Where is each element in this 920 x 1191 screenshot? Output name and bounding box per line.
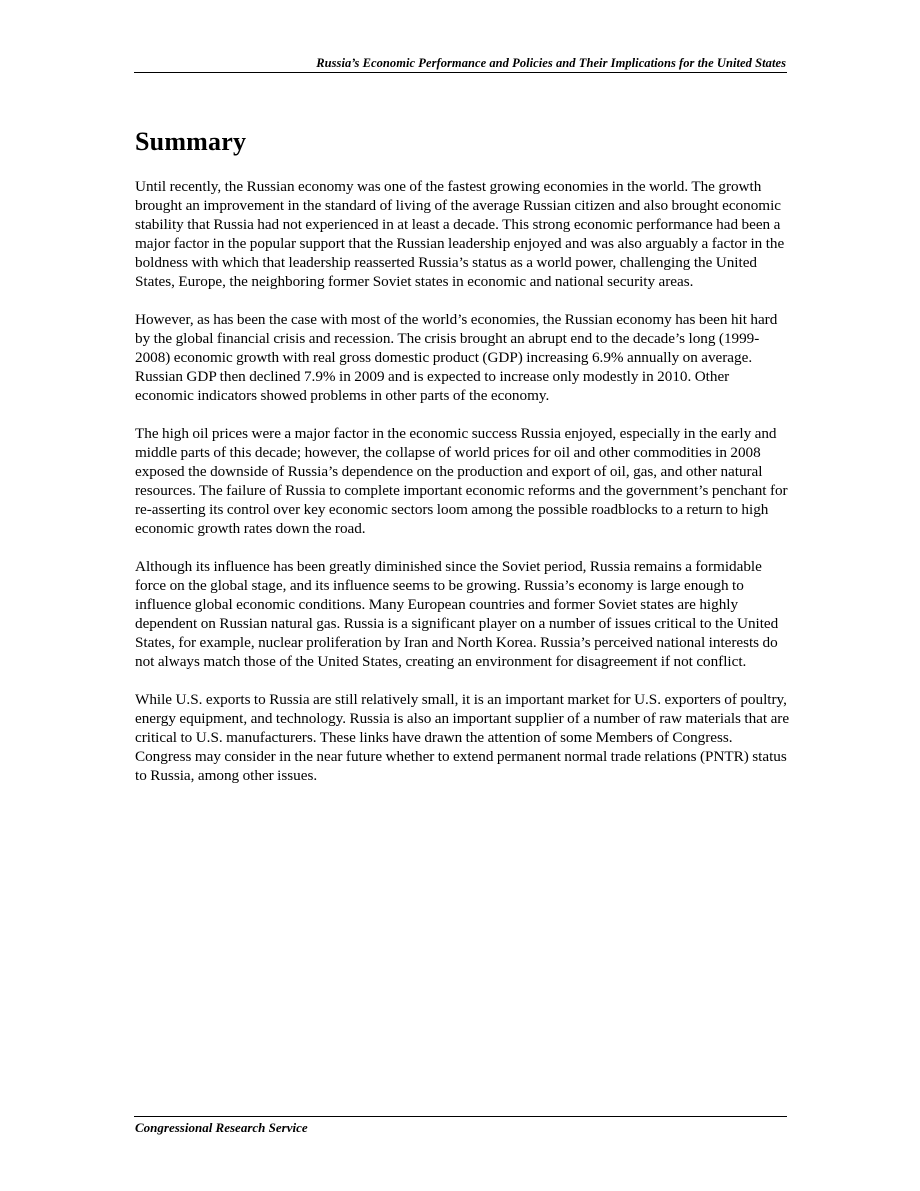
footer-source: Congressional Research Service	[135, 1120, 308, 1135]
running-header: Russia’s Economic Performance and Policies and Their Implications for the United States	[316, 56, 786, 70]
summary-paragraph-4: Although its influence has been greatly diminished since the Soviet period, Russia remains a formidable force on the global stage, and its influence seems to be growing. Russia’s economy is large enough to influence global economic conditions. Many European countries and former Soviet states are highly dependent on Russian natural gas. Russia is a significant player on a number of issues critical to the United States, for example, nuclear proliferation by Iran and North Korea. Russia’s perceived national interests do not always match those of the United States, creating an environment for disagreement if not conflict.	[135, 558, 779, 670]
summary-paragraph-1: Until recently, the Russian economy was one of the fastest growing economies in the world. The growth brought an improvement in the standard of living of the average Russian citizen and also brought economic stability that Russia had not experienced in at least a decade. This strong economic performance had been a major factor in the popular support that the Russian leadership enjoyed and was also arguably a factor in the boldness with which that leadership reasserted Russia’s status as a world power, challenging the United States, Europe, the neighboring former Soviet states in economic and national security areas.	[135, 178, 785, 290]
header-rule	[134, 72, 787, 73]
summary-body	[135, 177, 791, 804]
summary-paragraph-5: While U.S. exports to Russia are still relatively small, it is an important market for U.S. exporters of poultry, energy equipment, and technology. Russia is also an important supplier of a number of raw materials that are critical to U.S. manufacturers. These links have drawn the attention of some Members of Congress. Congress may consider in the near future whether to extend permanent normal trade relations (PNTR) status to Russia, among other issues.	[135, 691, 790, 784]
footer-rule	[134, 1116, 787, 1117]
page-title: Summary	[135, 127, 247, 156]
summary-paragraph-3: The high oil prices were a major factor in the economic success Russia enjoyed, especially in the early and middle parts of this decade; however, the collapse of world prices for oil and other commodities in 2008 exposed the downside of Russia’s dependence on the production and export of oil, gas, and other natural resources. The failure of Russia to complete important economic reforms and the government’s penchant for re-asserting its control over key economic sectors loom among the possible roadblocks to a return to high economic growth rates down the road.	[135, 425, 788, 537]
summary-paragraph-2: However, as has been the case with most of the world’s economies, the Russian economy has been hit hard by the global financial crisis and recession. The crisis brought an abrupt end to the decade’s long (1999-2008) economic growth with real gross domestic product (GDP) increasing 6.9% annually on average. Russian GDP then declined 7.9% in 2009 and is expected to increase only modestly in 2010. Other economic indicators showed problems in other parts of the economy.	[135, 311, 778, 404]
